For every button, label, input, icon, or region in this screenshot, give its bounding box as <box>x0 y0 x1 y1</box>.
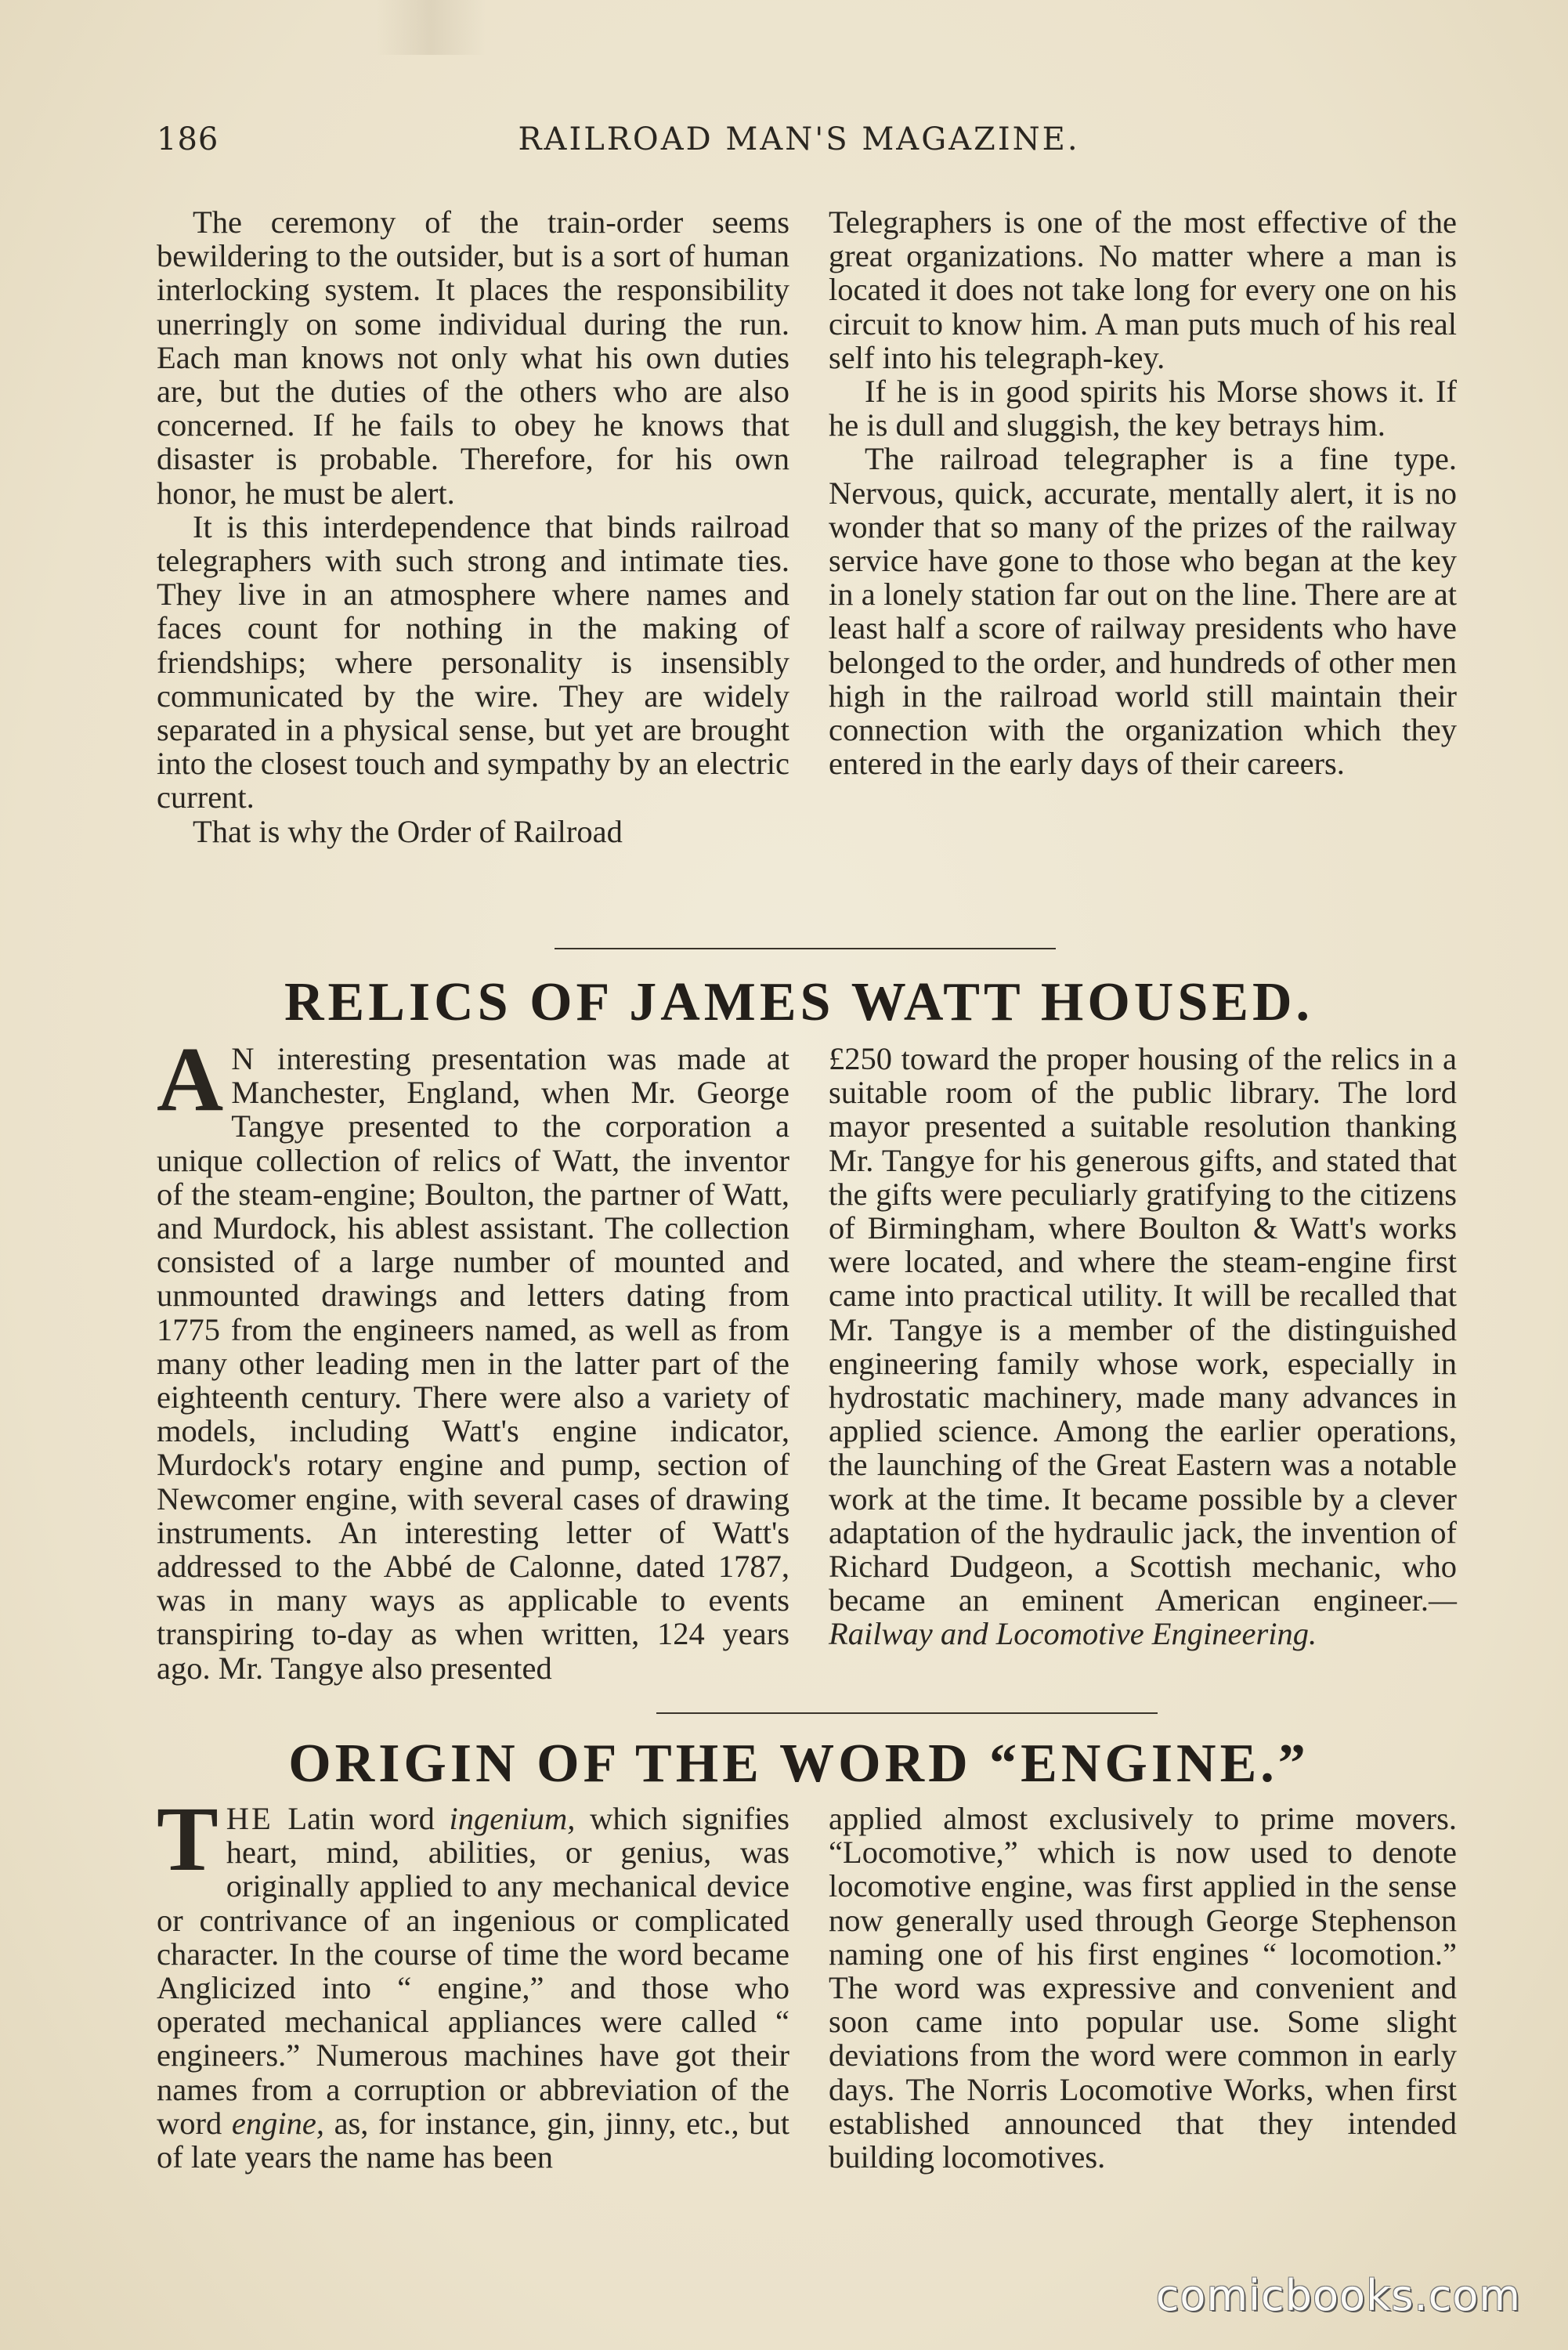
section-divider <box>555 948 1056 949</box>
paragraph: If he is in good spirits his Morse shows it. If he is dull and sluggish, the key betrays him. <box>829 374 1457 443</box>
page-header <box>157 121 1441 168</box>
paragraph: applied almost exclusively to prime movers. “Locomotive,” which is now used to denote locomotive engine, was first applied in the sense now generally used through George Stephenson naming one of his first engines “ locomotion.” The word was expressive and convenient and soon came into popular use. Some slight deviations from the word were common in early days. The Norris Locomotive Works, when first established announced that they intended building locomotives. <box>829 1801 1457 2175</box>
page-number: 186 <box>157 121 219 157</box>
paragraph <box>157 1788 789 2175</box>
article3-left-text-a: Latin word <box>273 1801 450 1836</box>
running-head: RAILROAD MAN'S MAGAZINE. <box>518 121 1080 157</box>
page-fold-shadow <box>376 0 486 55</box>
section-divider <box>656 1712 1158 1714</box>
article3-headline: ORIGIN OF THE WORD “ENGINE.” <box>288 1734 1310 1794</box>
paragraph: That is why the Order of Railroad <box>193 813 623 849</box>
article2-right-text: £250 toward the proper housing of the relics in a suitable room of the public library. The lord mayor presented a suitable resolution thanking Mr. Tangye for his generous gifts, and stated that the gifts were peculiarly gratifying to the citizens of Birmingham, where Boulton & Watt's works were located, and where the steam-engine first came into practical utility. It will be recalled that Mr. Tangye is a member of the distinguished engineering family whose work, especially in hydrostatic machinery, made many advances in applied science. Among the earlier operations, the launching of the Great Eastern was a notable work at the time. It became possible by a clever adaptation of the hydraulic jack, the invention of Richard Dudgeon, a Scottish mechanic, who became an eminent American engineer. <box>829 1041 1457 1618</box>
lead-word: N <box>231 1041 257 1076</box>
article2-source: —Railway and Locomotive Engineering. <box>829 1582 1457 1652</box>
article2-headline: RELICS OF JAMES WATT HOUSED. <box>284 972 1314 1032</box>
article2-right-column <box>829 1042 1457 1651</box>
article3-left-text-c: as, for instance, gin, jinny, etc., but of late years the name has been <box>157 2105 789 2175</box>
italic-term: ingenium, <box>449 1801 576 1836</box>
article2-left-column <box>157 1028 789 1686</box>
article3-right-column <box>829 1802 1457 2174</box>
drop-cap: A <box>157 1028 224 1130</box>
italic-term: engine, <box>231 2105 324 2141</box>
paragraph <box>157 1028 789 1686</box>
article1-right-column <box>829 205 1457 780</box>
site-watermark: comicbooks.com <box>1155 2271 1521 2320</box>
drop-cap: T <box>157 1788 219 1890</box>
paragraph: Telegraphers is one of the most effective of the great organizations. No matter where a man is located it does not take long for every one on his circuit to know him. A man puts much of his real self into his telegraph-key. <box>829 204 1457 375</box>
paragraph: The railroad telegrapher is a fine type. Nervous, quick, accurate, mentally alert, it is no wonder that so many of the prizes of the railway service have gone to those who began at the key in a lonely station far out on the line. There are at least half a score of railway presidents who have belonged to the order, and hundreds of other men high in the railroad world still maintain their connection with the organization which they entered in the early days of their careers. <box>829 441 1457 782</box>
paragraph: The ceremony of the train-order seems bewildering to the outsider, but is a sort of human interlocking system. It places the responsibility unerringly on some individual during the run. Each man knows not only what his own duties are, but the duties of the others who are also concerned. If he fails to obey he knows that disaster is probable. Therefore, for his own honor, he must be alert. <box>157 204 789 511</box>
article3-left-text-b: which signifies heart, mind, abilities, or genius, was originally applied to any mechanical device or contrivance of an ingenious or complicated character. In the course of time the word became Anglicized into “ engine,” and those who operated mechanical appliances were called “ engineers.” Numerous machines have got their names from a corruption or abbreviation of the word <box>157 1801 789 2141</box>
article2-left-text: interesting presentation was made at Manchester, England, when Mr. George Tangye presented to the corporation a unique collection of relics of Watt, the inventor of the steam-engine; Boulton, the partner of Watt, and Murdock, his ablest assistant. The collection consisted of a large number of mounted and unmounted drawings and letters dating from 1775 from the engineers named, as well as from many other leading men in the latter part of the eighteenth century. There were also a variety of models, including Watt's engine indicator, Murdock's rotary engine and pump, section of Newcomer engine, with several cases of drawing instruments. An interesting letter of Watt's addressed to the Abbé de Calonne, dated 1787, was in many ways as applicable to events transpiring to-day as when written, 124 years ago. Mr. Tangye also presented <box>157 1041 789 1686</box>
article1-left-column <box>157 205 789 848</box>
paragraph: It is this interdependence that binds railroad telegraphers with such strong and intimate ties. They live in an atmosphere where names and faces count for nothing in the making of friendships; where personality is insensibly communicated by the wire. They are widely separated in a physical sense, but yet are brought into the closest touch and sympathy by an electric current. <box>157 508 789 815</box>
lead-word: HE <box>226 1801 273 1836</box>
paragraph <box>829 1042 1457 1651</box>
article3-left-column <box>157 1788 789 2175</box>
